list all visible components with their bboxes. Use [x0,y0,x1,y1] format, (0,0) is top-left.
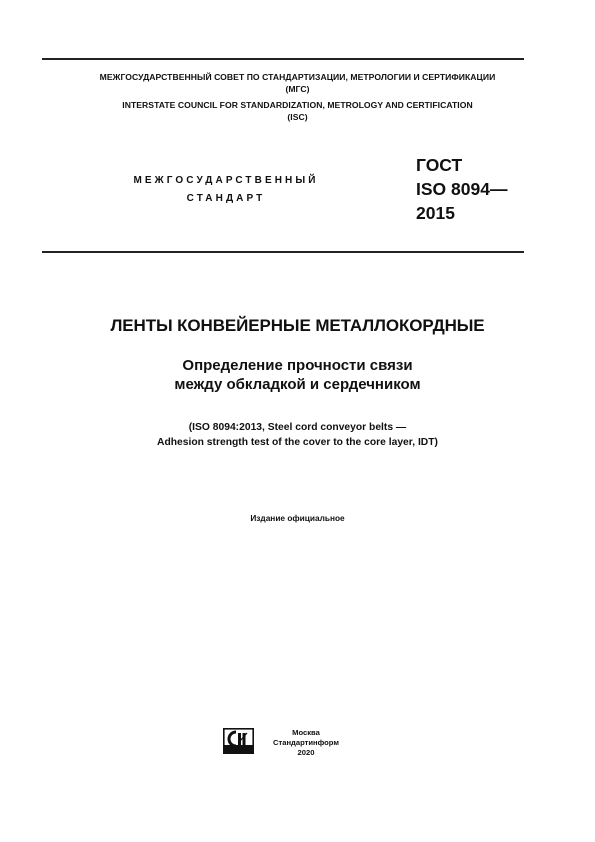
publisher-name: Стандартинформ [273,738,339,747]
council-en-line1: INTERSTATE COUNCIL FOR STANDARDIZATION, METROLOGY AND CERTIFICATION [122,100,473,110]
council-name-en [20,99,575,123]
standard-type-line2: СТАНДАРТ [186,193,266,204]
document-title: ЛЕНТЫ КОНВЕЙЕРНЫЕ МЕТАЛЛОКОРДНЫЕ [110,316,485,335]
publisher-imprint [258,728,354,758]
original-line1: (ISO 8094:2013, Steel cord conveyor belts — [188,422,407,433]
designation-year: 2015 [416,203,455,223]
council-en-abbr: (ISC) [287,112,308,122]
standard-type [104,172,348,208]
edition-label: Издание официальное [250,513,345,523]
council-ru-abbr: (МГС) [285,84,310,94]
standard-designation [416,153,507,225]
designation-prefix: ГОСТ [416,155,463,175]
designation-number: ISO 8094— [416,179,508,199]
council-ru-line1: МЕЖГОСУДАРСТВЕННЫЙ СОВЕТ ПО СТАНДАРТИЗАЦИИ, МЕТРОЛОГИИ И СЕРТИФИКАЦИИ [99,72,496,82]
middle-rule [42,251,524,253]
publisher-city: Москва [292,728,320,737]
council-name-ru [20,71,575,95]
subtitle-line1: Определение прочности связи [182,357,413,374]
publisher-year: 2020 [297,748,315,757]
top-rule [42,58,524,60]
original-line2: Adhesion strength test of the cover to the core layer, IDT) [157,437,438,448]
subtitle-line2: между обкладкой и сердечником [174,376,421,393]
publisher-logo-icon [223,728,254,754]
original-standard-reference [0,420,595,450]
standard-type-line1: МЕЖГОСУДАРСТВЕННЫЙ [133,175,319,186]
document-subtitle [0,356,595,394]
